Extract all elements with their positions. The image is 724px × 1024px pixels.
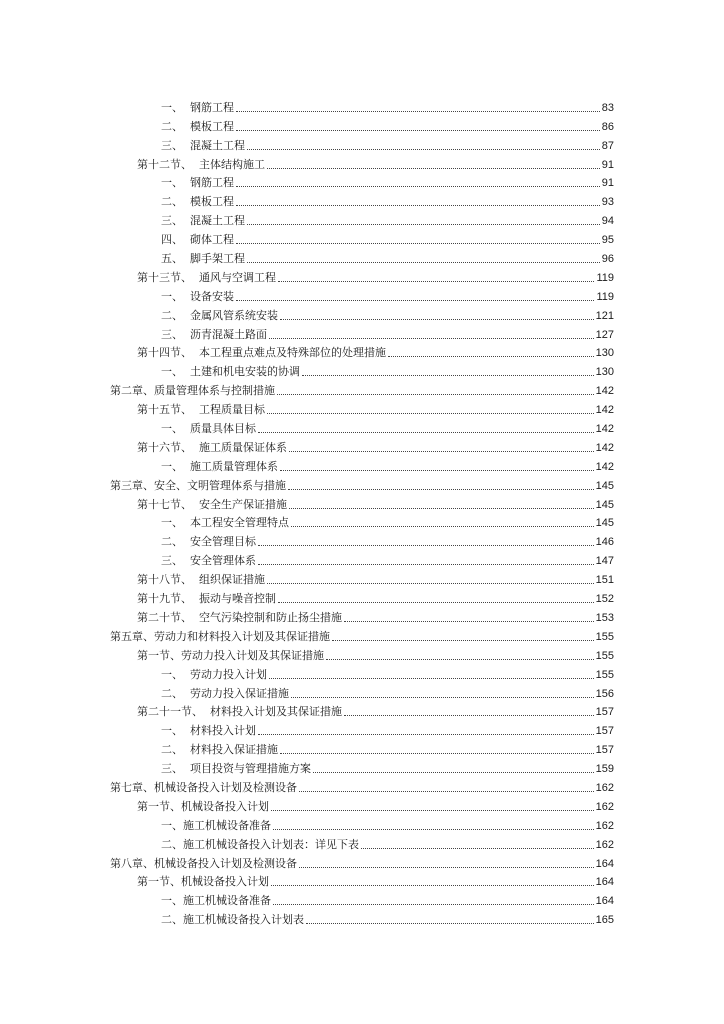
toc-dot-leader <box>313 772 594 773</box>
toc-entry-page-number: 121 <box>595 309 614 322</box>
toc-dot-leader <box>258 545 594 546</box>
toc-entry-title: 第十二节、 主体结构施工 <box>137 157 265 171</box>
toc-entry-page-number: 145 <box>595 498 614 511</box>
toc-entry[interactable] <box>0 417 724 436</box>
toc-entry-page-number: 83 <box>601 101 614 114</box>
toc-entry-page-number: 145 <box>595 479 614 492</box>
toc-dot-leader <box>291 697 594 698</box>
toc-dot-leader <box>280 470 594 471</box>
toc-entry-page-number: 119 <box>596 290 614 303</box>
table-of-contents <box>0 96 724 927</box>
toc-dot-leader <box>271 885 594 886</box>
toc-entry[interactable] <box>0 455 724 474</box>
toc-entry[interactable] <box>0 663 724 682</box>
toc-entry-page-number: 142 <box>595 385 614 398</box>
toc-dot-leader <box>269 678 594 679</box>
toc-entry-page-number: 162 <box>595 800 614 813</box>
toc-entry[interactable] <box>0 190 724 209</box>
toc-dot-leader <box>247 262 600 263</box>
toc-entry-title: 第二十节、 空气污染控制和防止扬尘措施 <box>137 610 342 624</box>
toc-entry[interactable] <box>0 342 724 361</box>
toc-entry[interactable] <box>0 568 724 587</box>
toc-entry-page-number: 165 <box>595 914 614 927</box>
toc-entry-title: 一、施工机械设备准备 <box>161 818 271 832</box>
toc-entry-page-number: 147 <box>595 555 614 568</box>
toc-dot-leader <box>278 602 594 603</box>
toc-entry-title: 第二章、质量管理体系与控制措施 <box>110 384 275 398</box>
toc-entry-page-number: 91 <box>601 158 614 171</box>
toc-entry[interactable] <box>0 814 724 833</box>
toc-dot-leader <box>267 583 594 584</box>
toc-dot-leader <box>258 564 594 565</box>
toc-entry-title: 二、 劳动力投入保证措施 <box>161 686 289 700</box>
toc-entry-title: 第一节、机械设备投入计划 <box>137 799 269 813</box>
toc-entry-title: 四、 砌体工程 <box>161 233 234 247</box>
toc-entry-title: 三、 项目投资与管理措施方案 <box>161 762 311 776</box>
toc-entry-title: 第三章、安全、文明管理体系与措施 <box>110 478 286 492</box>
toc-entry-title: 第十四节、 本工程重点难点及特殊部位的处理措施 <box>137 346 386 360</box>
toc-entry-title: 一、 设备安装 <box>161 289 234 303</box>
toc-entry-page-number: 159 <box>595 763 614 776</box>
toc-entry-page-number: 142 <box>595 460 614 473</box>
toc-entry-page-number: 127 <box>595 328 614 341</box>
toc-entry[interactable] <box>0 701 724 720</box>
toc-dot-leader <box>288 489 594 490</box>
toc-entry-page-number: 152 <box>595 593 614 606</box>
toc-entry-page-number: 153 <box>595 611 614 624</box>
toc-entry-page-number: 130 <box>595 347 614 360</box>
toc-dot-leader <box>280 753 594 754</box>
toc-entry-title: 第五章、劳动力和材料投入计划及其保证措施 <box>110 629 330 643</box>
toc-entry[interactable] <box>0 493 724 512</box>
toc-entry-title: 第七章、机械设备投入计划及检测设备 <box>110 780 297 794</box>
toc-dot-leader <box>236 130 600 131</box>
toc-entry[interactable] <box>0 833 724 852</box>
toc-entry[interactable] <box>0 889 724 908</box>
toc-entry-page-number: 164 <box>595 895 614 908</box>
toc-entry-page-number: 164 <box>595 857 614 870</box>
toc-entry[interactable] <box>0 512 724 531</box>
toc-entry-page-number: 130 <box>595 366 614 379</box>
toc-dot-leader <box>291 526 594 527</box>
toc-dot-leader <box>344 621 594 622</box>
toc-entry-title: 第十五节、 工程质量目标 <box>137 403 265 417</box>
toc-dot-leader <box>273 829 594 830</box>
toc-entry-page-number: 156 <box>595 687 614 700</box>
toc-entry-page-number: 162 <box>595 781 614 794</box>
toc-entry[interactable] <box>0 323 724 342</box>
toc-entry-page-number: 162 <box>595 819 614 832</box>
toc-entry-title: 三、 混凝土工程 <box>161 138 245 152</box>
toc-entry-page-number: 86 <box>601 120 614 133</box>
toc-entry-title: 一、 本工程安全管理特点 <box>161 516 289 530</box>
toc-dot-leader <box>258 734 594 735</box>
toc-entry-page-number: 146 <box>595 536 614 549</box>
toc-entry[interactable] <box>0 776 724 795</box>
toc-entry[interactable] <box>0 606 724 625</box>
toc-entry[interactable] <box>0 908 724 927</box>
toc-dot-leader <box>236 111 600 112</box>
toc-entry-title: 三、 混凝土工程 <box>161 214 245 228</box>
toc-entry-page-number: 87 <box>601 139 614 152</box>
toc-entry[interactable] <box>0 304 724 323</box>
toc-entry[interactable] <box>0 587 724 606</box>
toc-entry-title: 二、 材料投入保证措施 <box>161 743 278 757</box>
toc-entry[interactable] <box>0 247 724 266</box>
toc-dot-leader <box>289 451 594 452</box>
toc-entry-title: 一、施工机械设备准备 <box>161 894 271 908</box>
toc-entry-page-number: 157 <box>595 706 614 719</box>
toc-entry-title: 第一节、机械设备投入计划 <box>137 875 269 889</box>
toc-dot-leader <box>267 413 594 414</box>
toc-dot-leader <box>332 640 594 641</box>
toc-entry-title: 三、 沥青混凝土路面 <box>161 327 267 341</box>
toc-entry-page-number: 142 <box>595 441 614 454</box>
toc-entry-title: 第八章、机械设备投入计划及检测设备 <box>110 856 297 870</box>
toc-entry-title: 二、 安全管理目标 <box>161 535 256 549</box>
toc-entry-title: 第十三节、 通风与空调工程 <box>137 270 276 284</box>
toc-dot-leader <box>236 186 600 187</box>
toc-entry[interactable] <box>0 360 724 379</box>
toc-entry[interactable] <box>0 398 724 417</box>
toc-entry-page-number: 142 <box>595 404 614 417</box>
toc-entry[interactable] <box>0 625 724 644</box>
toc-entry[interactable] <box>0 209 724 228</box>
toc-entry-page-number: 164 <box>595 876 614 889</box>
toc-entry[interactable] <box>0 757 724 776</box>
toc-entry-title: 第十六节、 施工质量保证体系 <box>137 440 287 454</box>
toc-entry-title: 二、 模板工程 <box>161 119 234 133</box>
toc-entry-page-number: 96 <box>601 253 614 266</box>
toc-entry-title: 二、 金属风管系统安装 <box>161 308 278 322</box>
toc-entry-title: 第十八节、 组织保证措施 <box>137 573 265 587</box>
toc-entry-page-number: 145 <box>595 517 614 530</box>
toc-entry[interactable] <box>0 474 724 493</box>
toc-entry[interactable] <box>0 530 724 549</box>
toc-dot-leader <box>236 300 594 301</box>
toc-entry-title: 一、 土建和机电安装的协调 <box>161 365 300 379</box>
toc-entry-title: 第二十一节、 材料投入计划及其保证措施 <box>137 705 342 719</box>
toc-entry[interactable] <box>0 153 724 172</box>
toc-entry-title: 一、 劳动力投入计划 <box>161 667 267 681</box>
toc-dot-leader <box>302 375 594 376</box>
toc-entry-page-number: 151 <box>595 574 614 587</box>
toc-entry-page-number: 94 <box>601 215 614 228</box>
toc-dot-leader <box>299 791 594 792</box>
toc-entry[interactable] <box>0 738 724 757</box>
toc-entry-page-number: 91 <box>601 177 614 190</box>
toc-entry[interactable] <box>0 549 724 568</box>
toc-dot-leader <box>236 205 600 206</box>
toc-entry-title: 二、 模板工程 <box>161 195 234 209</box>
toc-entry-page-number: 155 <box>595 630 614 643</box>
toc-dot-leader <box>280 319 594 320</box>
toc-entry[interactable] <box>0 379 724 398</box>
toc-entry-title: 一、 钢筋工程 <box>161 100 234 114</box>
toc-entry-title: 一、 施工质量管理体系 <box>161 459 278 473</box>
toc-entry[interactable] <box>0 852 724 871</box>
toc-entry-title: 第十七节、 安全生产保证措施 <box>137 497 287 511</box>
toc-entry[interactable] <box>0 644 724 663</box>
toc-dot-leader <box>269 338 594 339</box>
toc-entry[interactable] <box>0 115 724 134</box>
toc-entry[interactable] <box>0 266 724 285</box>
toc-entry-title: 第一节、劳动力投入计划及其保证措施 <box>137 648 324 662</box>
toc-entry-title: 五、 脚手架工程 <box>161 252 245 266</box>
toc-entry[interactable] <box>0 172 724 191</box>
toc-dot-leader <box>326 659 594 660</box>
toc-dot-leader <box>278 281 594 282</box>
toc-dot-leader <box>361 848 594 849</box>
toc-entry-title: 二、施工机械设备投入计划表：详见下表 <box>161 837 359 851</box>
toc-entry[interactable] <box>0 719 724 738</box>
toc-entry[interactable] <box>0 285 724 304</box>
toc-entry-page-number: 93 <box>601 196 614 209</box>
toc-dot-leader <box>267 168 600 169</box>
toc-entry-page-number: 162 <box>595 838 614 851</box>
toc-entry-page-number: 157 <box>595 744 614 757</box>
toc-dot-leader <box>273 904 594 905</box>
toc-dot-leader <box>344 715 594 716</box>
toc-entry-page-number: 142 <box>595 423 614 436</box>
toc-entry-page-number: 157 <box>595 725 614 738</box>
toc-dot-leader <box>247 149 600 150</box>
toc-dot-leader <box>258 432 594 433</box>
toc-entry[interactable] <box>0 795 724 814</box>
toc-entry-title: 三、 安全管理体系 <box>161 554 256 568</box>
toc-entry[interactable] <box>0 134 724 153</box>
toc-dot-leader <box>306 923 594 924</box>
toc-entry[interactable] <box>0 871 724 890</box>
toc-entry[interactable] <box>0 436 724 455</box>
toc-entry-page-number: 95 <box>601 234 614 247</box>
toc-dot-leader <box>388 356 594 357</box>
toc-entry[interactable] <box>0 682 724 701</box>
toc-dot-leader <box>236 243 600 244</box>
toc-dot-leader <box>277 394 594 395</box>
toc-entry-title: 二、施工机械设备投入计划表 <box>161 913 304 927</box>
toc-entry-page-number: 119 <box>596 271 614 284</box>
toc-entry-title: 一、 钢筋工程 <box>161 176 234 190</box>
toc-entry-title: 一、 材料投入计划 <box>161 724 256 738</box>
toc-entry-page-number: 155 <box>595 649 614 662</box>
toc-dot-leader <box>299 867 594 868</box>
toc-dot-leader <box>271 810 594 811</box>
toc-entry[interactable] <box>0 228 724 247</box>
toc-entry-title: 第十九节、 振动与噪音控制 <box>137 592 276 606</box>
toc-dot-leader <box>247 224 600 225</box>
toc-entry-title: 一、 质量具体目标 <box>161 422 256 436</box>
toc-entry-page-number: 155 <box>595 668 614 681</box>
toc-dot-leader <box>289 508 594 509</box>
toc-entry[interactable] <box>0 96 724 115</box>
